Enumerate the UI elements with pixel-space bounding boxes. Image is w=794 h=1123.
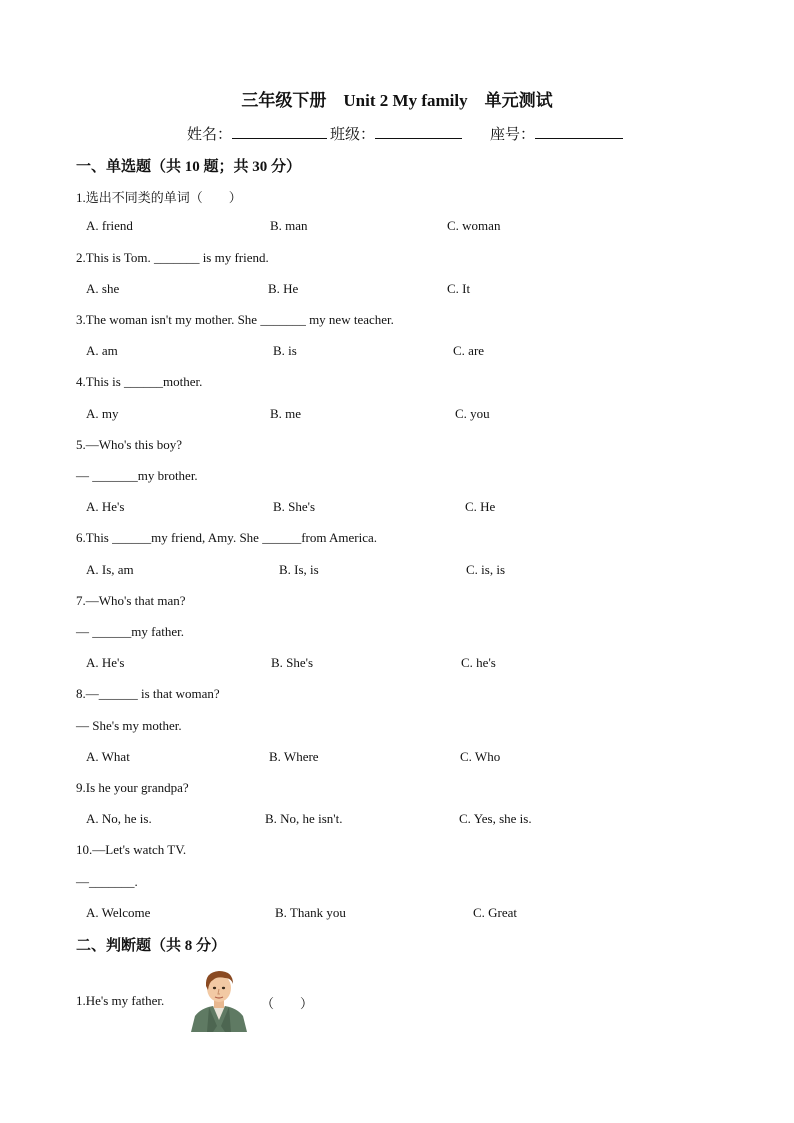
option-b: B. Is, is — [279, 562, 319, 577]
option-a: A. my — [86, 406, 119, 421]
question-stem: 9.Is he your grandpa? — [76, 780, 189, 795]
option-b: B. man — [270, 218, 308, 233]
option-a: A. He's — [86, 499, 125, 514]
question-stem-line2: —_______. — [76, 874, 138, 889]
question-stem: 3.The woman isn't my mother. She _______ my new teacher. — [76, 312, 394, 327]
option-b: B. No, he isn't. — [265, 811, 343, 826]
page-title: 三年级下册 Unit 2 My family 单元测试 — [241, 91, 553, 110]
question-stem: 5.—Who's this boy? — [76, 437, 182, 452]
class-label: 班级： — [330, 127, 376, 143]
option-a: A. He's — [86, 655, 125, 670]
option-a: A. am — [86, 343, 118, 358]
question-stem: 1.选出不同类的单词（ ） — [76, 190, 242, 205]
seat-field — [490, 123, 623, 144]
question-stem: 7.—Who's that man? — [76, 593, 186, 608]
question-stem: 2.This is Tom. _______ is my friend. — [76, 250, 269, 265]
option-c: C. he's — [461, 655, 496, 670]
option-a: A. No, he is. — [86, 811, 152, 826]
name-label: 姓名： — [187, 127, 233, 143]
option-c: C. It — [447, 281, 471, 296]
question-stem: 8.—______ is that woman? — [76, 686, 220, 701]
man-portrait-icon — [187, 966, 251, 1032]
seat-blank — [535, 124, 623, 139]
question-stem-line2: — She's my mother. — [76, 718, 182, 733]
option-a: A. she — [86, 281, 120, 296]
name-field — [187, 123, 327, 144]
option-b: B. Thank you — [275, 905, 346, 920]
option-a: A. Welcome — [86, 905, 151, 920]
question-stem-line2: — ______my father. — [76, 624, 184, 639]
class-blank — [375, 124, 462, 139]
class-field — [330, 123, 462, 144]
seat-label: 座号： — [490, 127, 536, 143]
option-c: C. He — [465, 499, 496, 514]
option-c: C. you — [455, 406, 490, 421]
option-c: C. Who — [460, 749, 501, 764]
option-b: B. She's — [271, 655, 314, 670]
option-b: B. Where — [269, 749, 319, 764]
option-b: B. me — [270, 406, 302, 421]
option-a: A. What — [86, 749, 130, 764]
question-stem: 10.—Let's watch TV. — [76, 842, 187, 857]
option-c: C. are — [453, 343, 485, 358]
option-b: B. He — [268, 281, 299, 296]
option-c: C. Great — [473, 905, 518, 920]
question-stem: 4.This is ______mother. — [76, 374, 203, 389]
name-blank — [232, 124, 327, 139]
option-c: C. woman — [447, 218, 501, 233]
option-a: A. friend — [86, 218, 133, 233]
option-a: A. Is, am — [86, 562, 134, 577]
question-stem-line2: — _______my brother. — [76, 468, 198, 483]
judgement-question: 1.He's my father. — [76, 993, 165, 1008]
section-heading-judgement: 二、判断题（共 8 分） — [76, 938, 227, 954]
option-c: C. Yes, she is. — [459, 811, 532, 826]
question-stem: 6.This ______my friend, Amy. She ______from America. — [76, 530, 378, 545]
option-b: B. She's — [273, 499, 316, 514]
answer-bracket[interactable]: （ ） — [261, 996, 314, 1011]
section-heading-choice: 一、单选题（共 10 题；共 30 分） — [76, 159, 302, 175]
option-b: B. is — [273, 343, 297, 358]
option-c: C. is, is — [466, 562, 506, 577]
